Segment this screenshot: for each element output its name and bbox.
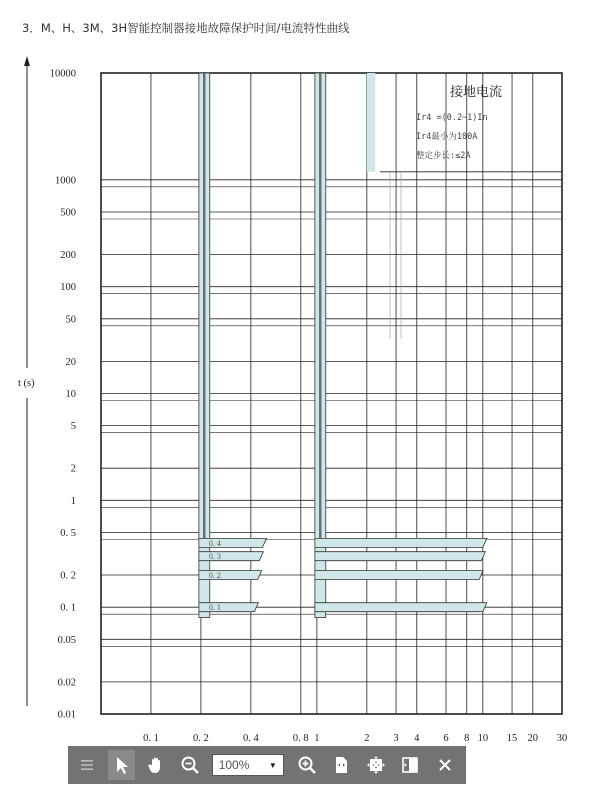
zoom-level-value: 100%	[218, 758, 250, 772]
pan-tool-button[interactable]	[143, 750, 169, 780]
chevron-down-icon: ▼	[268, 760, 277, 770]
curve-band	[199, 603, 258, 612]
x-tick-label: 3	[393, 733, 399, 744]
y-tick-label: 50	[65, 314, 76, 326]
close-icon	[435, 755, 455, 775]
x-tick-label: 1	[314, 733, 320, 744]
y-axis-label: t (s)	[18, 378, 35, 389]
x-tick-label: 8	[464, 733, 470, 744]
menu-button[interactable]	[74, 750, 100, 780]
y-tick-label: 1	[70, 495, 76, 507]
y-tick-label: 1000	[55, 175, 76, 187]
y-tick-label: 200	[60, 250, 76, 262]
x-tick-label: 2	[364, 733, 370, 744]
y-axis-arrowhead	[24, 56, 30, 66]
fit-page-icon	[331, 755, 351, 775]
fit-window-icon	[366, 755, 386, 775]
annotation-line: 整定步长:≤2A	[416, 151, 471, 161]
select-arrow-icon	[112, 755, 132, 775]
viewer-toolbar	[68, 746, 466, 784]
page-title: 3．M、H、3M、3H智能控制器接地故障保护时间/电流特性曲线	[22, 21, 350, 35]
annotation-title: 接地电流	[450, 85, 503, 100]
x-tick-label: 30	[556, 733, 568, 744]
panel-toggle-icon	[400, 755, 420, 775]
curve-band	[315, 538, 487, 547]
x-tick-label: 0. 8	[292, 733, 309, 744]
band-label: 0. 1	[208, 603, 221, 613]
curve-strip	[199, 73, 210, 618]
fit-window-button[interactable]	[363, 750, 389, 780]
close-button[interactable]	[432, 750, 458, 780]
y-tick-label: 2	[70, 463, 76, 475]
curve-band	[315, 603, 487, 612]
y-tick-label: 10	[65, 389, 76, 400]
y-tick-label: 0. 2	[60, 570, 76, 582]
zoom-level-select[interactable]	[212, 754, 284, 776]
x-tick-label: 10	[477, 733, 489, 744]
x-tick-label: 20	[527, 733, 539, 744]
x-tick-label: 0. 2	[193, 733, 209, 744]
curve-band	[315, 552, 485, 561]
band-label: 0. 2	[208, 571, 221, 581]
y-tick-label: 20	[65, 356, 76, 368]
y-tick-label: 0.05	[57, 634, 76, 646]
select-tool-button[interactable]	[108, 750, 134, 780]
annotation-line: Ir4 =(0.2~1)In	[416, 113, 488, 123]
y-tick-label: 0.01	[57, 709, 76, 721]
y-tick-label: 0. 5	[60, 527, 76, 539]
x-tick-label: 15	[506, 733, 518, 744]
y-tick-label: 0. 1	[60, 602, 76, 614]
zoom-in-icon	[297, 755, 317, 775]
y-tick-label: 500	[60, 207, 76, 219]
x-tick-label: 0. 1	[143, 733, 159, 744]
y-tick-label: 10000	[49, 68, 76, 80]
fit-page-button[interactable]	[328, 750, 354, 780]
x-tick-label: 0. 4	[242, 733, 259, 744]
menu-icon	[77, 755, 97, 775]
y-tick-label: 0.02	[57, 677, 76, 689]
curve-strip	[315, 73, 326, 618]
annotation-shade	[367, 73, 375, 172]
panel-toggle-button[interactable]	[397, 750, 423, 780]
hand-pan-icon	[146, 755, 166, 775]
zoom-out-button[interactable]	[177, 750, 203, 780]
x-tick-label: 4	[414, 733, 420, 744]
y-tick-label: 5	[70, 421, 76, 433]
y-tick-label: 100	[60, 282, 76, 294]
zoom-out-icon	[180, 755, 200, 775]
x-tick-label: 6	[443, 733, 449, 744]
annotation-line: Ir4最小为100A	[416, 132, 478, 142]
curve-band	[315, 571, 483, 580]
band-label: 0. 3	[208, 552, 221, 562]
zoom-in-button[interactable]	[294, 750, 320, 780]
band-label: 0. 4	[208, 538, 221, 548]
